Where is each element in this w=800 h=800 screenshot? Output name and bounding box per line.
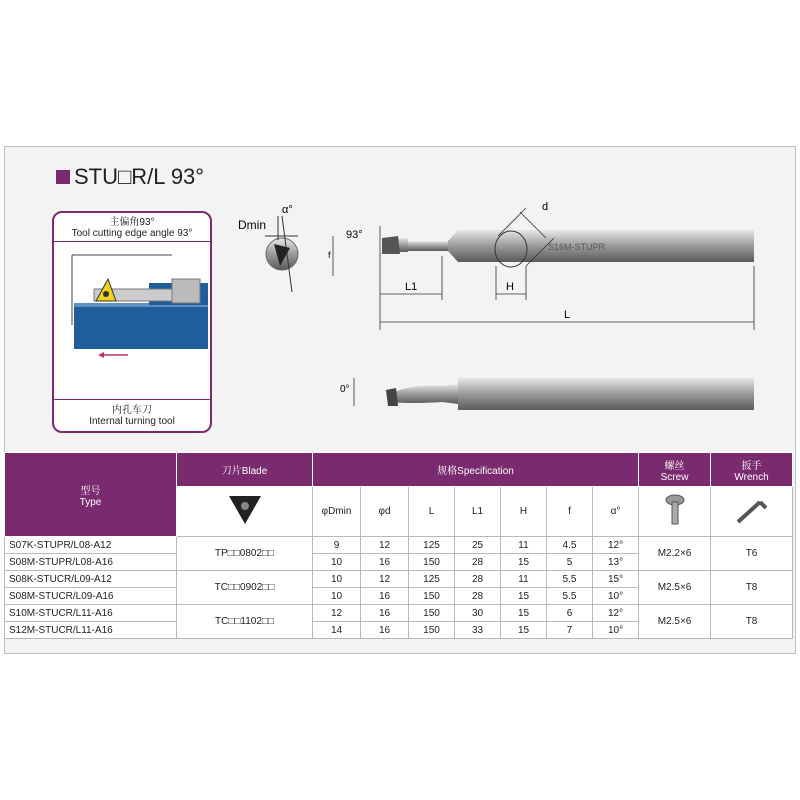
inset-bottom-caption (54, 405, 210, 427)
spec-table (4, 452, 793, 639)
col-header-H: H (501, 487, 547, 537)
angle-0-label: 0° (340, 384, 350, 395)
wrench-icon (711, 487, 793, 537)
inset-bottom-en: Internal turning tool (89, 416, 175, 427)
table-row-type: S08M-STUPR/L08-A16 (5, 554, 177, 571)
type-header: 型号 Type (5, 453, 177, 537)
cell-f: 7 (547, 622, 593, 639)
side-view-shank (458, 378, 754, 410)
dmin-label: Dmin (238, 218, 267, 232)
d-label: d (542, 201, 549, 213)
cell-dmin: 10 (313, 588, 361, 605)
cell-L1: 28 (455, 588, 501, 605)
inset-bottom-zh: 内孔车刀 (112, 405, 152, 416)
tool-drawing (230, 196, 790, 436)
cell-dmin: 10 (313, 571, 361, 588)
f-label: f (328, 250, 331, 260)
table-row-type: S10M-STUCR/L11-A16 (5, 605, 177, 622)
tool-shank (458, 230, 754, 262)
spec-header: 规格Specification (313, 453, 639, 487)
inset-top-caption (54, 217, 210, 239)
cell-L1: 28 (455, 554, 501, 571)
col-header-d: φd (361, 487, 409, 537)
cell-f: 4.5 (547, 537, 593, 554)
cell-H: 15 (501, 588, 547, 605)
cell-L1: 33 (455, 622, 501, 639)
cell-dmin: 9 (313, 537, 361, 554)
screw-cell: M2.2×6 (639, 537, 711, 571)
cell-H: 15 (501, 605, 547, 622)
cell-alpha: 12° (593, 605, 639, 622)
cell-alpha: 10° (593, 622, 639, 639)
cell-H: 11 (501, 571, 547, 588)
cell-H: 15 (501, 622, 547, 639)
cell-H: 15 (501, 554, 547, 571)
table-row-type: S08K-STUCR/L09-A12 (5, 571, 177, 588)
col-header-alpha: α° (593, 487, 639, 537)
col-header-L: L (409, 487, 455, 537)
shank-marking: S16M-STUPR (548, 242, 606, 252)
table-row-type: S07K-STUPR/L08-A12 (5, 537, 177, 554)
inset-top-zh: 主偏角93° (109, 217, 155, 228)
screw-cell: M2.5×6 (639, 571, 711, 605)
cell-alpha: 12° (593, 537, 639, 554)
blade-cell: TC□□0902□□ (177, 571, 313, 605)
cell-L: 125 (409, 571, 455, 588)
title-marker-icon (56, 170, 70, 184)
cell-d: 16 (361, 588, 409, 605)
cell-L: 150 (409, 605, 455, 622)
angle-93-label: 93° (346, 229, 363, 241)
col-header-L1: L1 (455, 487, 501, 537)
cell-L: 125 (409, 537, 455, 554)
blade-cell: TP□□0802□□ (177, 537, 313, 571)
cell-dmin: 10 (313, 554, 361, 571)
wrench-header: 扳手 Wrench (711, 453, 793, 487)
internal-turning-sketch (54, 243, 210, 403)
cell-d: 12 (361, 571, 409, 588)
blade-cell: TC□□1102□□ (177, 605, 313, 639)
cell-L: 150 (409, 554, 455, 571)
screw-cell: M2.5×6 (639, 605, 711, 639)
cell-d: 16 (361, 605, 409, 622)
cell-d: 16 (361, 554, 409, 571)
cell-f: 5.5 (547, 571, 593, 588)
wrench-cell: T8 (711, 571, 793, 605)
L1-label: L1 (405, 281, 418, 293)
col-header-f: f (547, 487, 593, 537)
L-label: L (564, 309, 571, 321)
cell-dmin: 12 (313, 605, 361, 622)
insert-blade-icon (177, 487, 313, 537)
table-row-type: S12M-STUCR/L11-A16 (5, 622, 177, 639)
inset-top-en: Tool cutting edge angle 93° (71, 228, 193, 239)
cell-L: 150 (409, 622, 455, 639)
inset-divider-bottom (54, 399, 210, 400)
cell-dmin: 14 (313, 622, 361, 639)
alpha-label: α° (282, 204, 293, 216)
cell-L1: 30 (455, 605, 501, 622)
screw-header: 螺丝 Screw (639, 453, 711, 487)
cell-L1: 25 (455, 537, 501, 554)
cell-alpha: 15° (593, 571, 639, 588)
cell-f: 5 (547, 554, 593, 571)
inset-divider-top (54, 241, 210, 242)
side-view-neck (390, 384, 458, 404)
blade-header: 刀片Blade (177, 453, 313, 487)
inset-illustration (52, 211, 212, 433)
screw-icon (639, 487, 711, 537)
cell-f: 6 (547, 605, 593, 622)
page-title (56, 164, 204, 190)
cell-alpha: 10° (593, 588, 639, 605)
cell-f: 5.5 (547, 588, 593, 605)
H-label: H (506, 281, 514, 293)
table-row-type: S08M-STUCR/L09-A16 (5, 588, 177, 605)
cell-H: 11 (501, 537, 547, 554)
cell-d: 16 (361, 622, 409, 639)
cell-L: 150 (409, 588, 455, 605)
wrench-cell: T8 (711, 605, 793, 639)
cell-alpha: 13° (593, 554, 639, 571)
col-header-dmin: φDmin (313, 487, 361, 537)
wrench-cell: T6 (711, 537, 793, 571)
cell-L1: 28 (455, 571, 501, 588)
cell-d: 12 (361, 537, 409, 554)
title-text: STU□R/L 93° (74, 164, 205, 189)
